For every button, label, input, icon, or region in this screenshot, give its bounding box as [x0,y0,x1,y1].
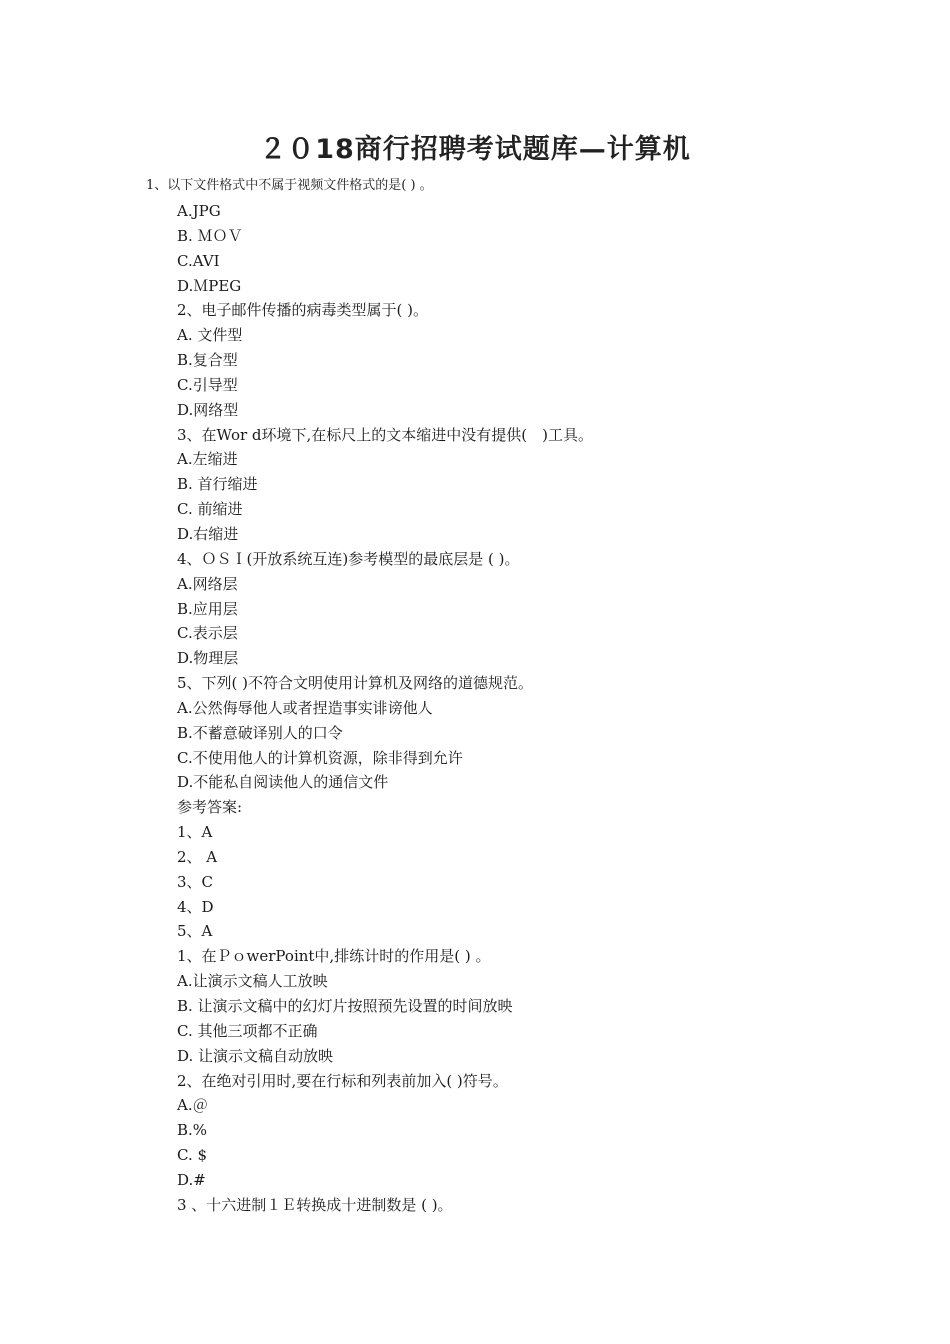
text-line: B.应用层 [177,599,238,618]
text-line: 2、 A [177,847,218,866]
text-line: A.JPG [177,202,221,220]
text-line: C. 其他三项都不正确 [177,1021,318,1040]
text-line: A. 文件型 [177,326,243,345]
text-line: C.不使用他人的计算机资源，除非得到允许 [177,748,463,767]
question-1-stem: 1、以下文件格式中不属于视频文件格式的是( ) 。 [146,178,433,193]
text-line: A.公然侮辱他人或者捏造事实诽谤他人 [177,698,433,717]
text-line: 3、C [177,872,214,891]
text-line: 5、下列( )不符合文明使用计算机及网络的道德规范。 [177,674,534,693]
text-line: D.# [177,1170,206,1189]
text-line: B.复合型 [177,351,238,370]
text-line: 2、电子邮件传播的病毒类型属于( )。 [177,301,429,320]
text-line: C.AVI [177,251,220,270]
text-line: D.网络型 [177,400,239,419]
text-line: B. 让演示文稿中的幻灯片按照预先设置的时间放映 [177,997,513,1015]
text-line: 1、在ＰｏwerPoint中,排练计时的作用是( ) 。 [177,947,491,966]
text-line: B.不蓄意破译别人的口令 [177,723,343,742]
text-line: A.左缩进 [177,450,238,469]
text-line: D.ＭPEG [177,276,242,295]
text-line: C. $ [177,1146,208,1165]
text-line: 4、D [177,897,214,916]
text-line: A.＠ [177,1096,208,1115]
text-line: A.让演示文稿人工放映 [177,972,328,991]
text-line: C.引导型 [177,375,238,394]
text-line: 参考答案: [177,798,243,817]
text-line: C.表示层 [177,624,238,643]
text-line: C. 前缩进 [177,500,243,519]
page-title: ２０18商行招聘考试题库—计算机 [259,134,691,165]
text-line: 2、在绝对引用时,要在行标和列表前加入( )符号。 [177,1071,508,1090]
text-line: 1、A [177,823,213,842]
text-line: B. 首行缩进 [177,475,258,494]
text-line: 3、在Wor d环境下,在标尺上的文本缩进中没有提供( )工具。 [177,425,593,444]
question-list [177,199,593,1218]
text-line: D.右缩进 [177,524,239,543]
text-line: B. ＭＯＶ [177,226,243,245]
text-line: 3 、十六进制１Ｅ转换成十进制数是 ( )。 [177,1195,453,1214]
text-line: 4、ＯＳＩ(开放系统互连)参考模型的最底层是 ( )。 [177,549,520,568]
text-line: D. 让演示文稿自动放映 [177,1046,334,1065]
text-line: D.物理层 [177,649,239,668]
text-line: D.不能私自阅读他人的通信文件 [177,773,389,792]
text-line: B.% [177,1121,208,1140]
text-line: A.网络层 [177,574,238,593]
text-line: 5、A [177,922,213,941]
